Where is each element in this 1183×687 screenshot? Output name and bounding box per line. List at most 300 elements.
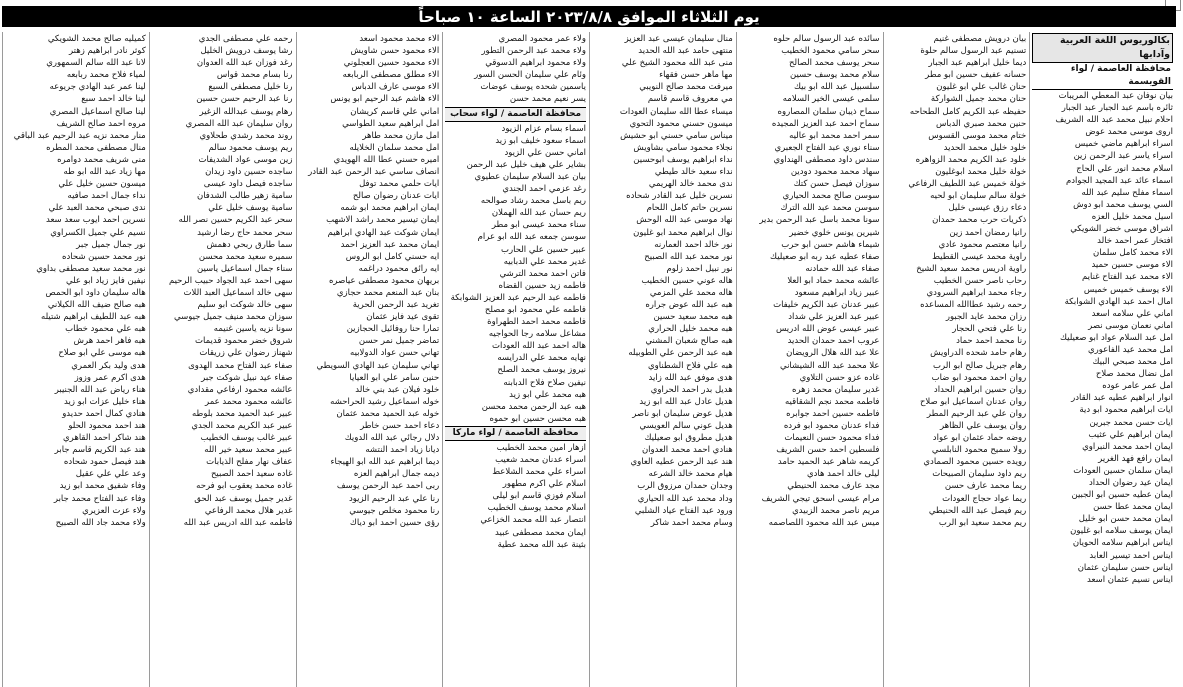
name-entry: امل مازن محمد طاهر [362,130,440,141]
name-entry: لينا عمر عبد الهادي جريوعه [49,82,146,93]
name-entry: رؤى حسين احمد ابو دياك [349,517,440,528]
name-entry: راوية ادريس محمد سعيد الشيخ [916,263,1027,274]
name-entry: حنين سامر علي ابو العيايا [349,372,440,383]
name-entry: روند محمد رشدي طحلاوي [199,130,293,141]
name-entry: ايمان محمد مصطفى عبيد [495,527,586,538]
name-entry: لينا خالد احمد سبع [81,94,146,105]
name-entry: سهى خالد اسماعيل العبد اللات [183,287,293,298]
name-entry: روان يوسف علي الظاهر [939,421,1027,431]
name-entry: ختام محمد موسى القسوس [928,130,1027,141]
name-entry: سحر محمد حاج رضا ارشيد [197,227,293,238]
name-entry: مرام عيسى اسحق تيجي الشريف [761,493,880,504]
name-entry: هديل عوض سليمان ابو ناصر [632,408,733,419]
name-entry: امل محمد عيد الفاعوري [1087,344,1173,355]
name-entry: هديل عادل عبد الله ابو زيد [639,396,733,407]
name-entry: عبير حسين علي الحارب [501,244,586,255]
name-entry: تسنيم عبد الرسول سالم حلوة [920,46,1027,57]
name-entry: سماح احمد عبد العزيز المجيده [771,118,880,129]
name-entry: ديما خليل ابراهيم عبد الجبار [928,58,1027,69]
name-entry: هدى وليد بكر العمري [71,360,146,371]
name-entry: عائشه محمد حماد ابو العلا [787,275,880,286]
name-entry: شيماء هاشم حسن ابو حرب [781,239,880,250]
name-entry: خلود خليل محمد الحديد [943,142,1027,153]
name-column [149,32,296,687]
name-entry: ديانا زياد احمد النتشه [365,445,440,456]
name-entry: نسيم علي جميل الكسراوي [50,227,146,238]
name-column [589,32,736,687]
name-entry: نور محمد حسين شحاده [62,251,146,262]
name-entry: فاطمه عبد الله ادريس عبد الله [183,517,293,528]
name-entry: روان سليمان عبد الله المصري [185,118,293,129]
name-column [736,32,883,687]
name-column [2,32,149,687]
name-entry: عبير زياد ابراهيم مسعود [794,287,880,298]
name-entry: عبير محمد سعيد خير الله [204,445,293,456]
name-column [883,32,1030,687]
name-entry: حنان غالب علي ابو غليون [936,82,1027,93]
name-columns [2,32,1176,687]
section-header: محافظة العاصمة / لواء ماركا [445,426,586,441]
name-entry: حنين محمد صبري الدباس [936,118,1027,129]
name-entry: اسلام محمد انور علي الحاج [1076,163,1173,174]
name-entry: عبير عبد الحميد محمد بلوطه [192,408,293,419]
name-entry: فلسطين احمد حسن الشريف [776,445,880,456]
name-entry: امل عمر عامر عوده [1102,381,1173,392]
name-entry: امل نضال محمد صلاح [1095,369,1173,380]
name-entry: ساجده حسين داود زيدان [205,167,293,178]
name-entry: الاء محمد محمود اسعد [359,34,440,44]
name-entry: سميره سعيد محمد محسن [198,251,293,262]
name-entry: نور نبيل احمد زلوم [666,263,733,274]
name-entry: هبه علي محمود خطاب [65,324,146,335]
page-title: يوم الثلاثاء الموافق ٢٠٢٣/٨/٨ الساعة ١٠ صباحاً [2,6,1176,27]
name-entry: مجد عارف محمد الحنيطي [787,481,880,492]
name-entry: وجدان حمدان مرزوق الرب [637,481,733,492]
column-subheading: محافظة العاصمة / لواء القويسمة [1032,63,1173,90]
name-entry: سلام محمد يوسف حسين [789,70,880,81]
name-entry: بشاير علي هيف خليل عبد الرحمن [466,159,586,170]
name-entry: شيرين يونس خلوي خضير [789,227,880,238]
name-entry: رانيا رمضان احمد زين [949,227,1027,238]
name-entry: رزان محمد عايد الجبور [945,312,1027,323]
name-entry: اسماء بسام عزام الزيود [501,123,586,134]
name-entry: ميسون حسين خليل علي [58,179,146,190]
name-entry: نور جمال جميل جبر [76,239,146,250]
name-entry: منار محمد نزيه عبد الرحيم عبد الباقي [13,130,146,141]
name-entry: هدى اكرم عمر وزوز [74,372,146,383]
name-entry: رويده حسين محمود الصمادي [923,457,1027,468]
name-entry: افتخار عمر احمد خالد [1097,236,1173,247]
name-entry: رغد فوزان عبد الله العدوان [196,58,293,69]
name-entry: ولاء عزت العزيري [82,505,146,516]
name-entry: منى شريف محمد دوامره [57,154,146,165]
name-entry: ايمان عيد رضوان الحداد [1088,478,1173,488]
name-entry: ايه رائق محمود دراغمه [358,263,440,274]
name-entry: هبه موسى علي ابو صلاح [58,348,146,359]
name-entry: اميره حسني عطا الله الهويدي [333,154,440,165]
name-entry: سناء محمد عيسى ابو مطر [491,220,586,231]
name-entry: ديمه جمال ابراهيم العزه [353,469,440,480]
name-entry: عبير عبد العزيز علي شداد [788,312,880,323]
name-entry: روضه حماد عثمان ابو عواد [932,433,1027,444]
name-entry: ليلى خالد احمد هادي [806,469,880,480]
name-entry: نيفين فايز زياد ابو علي [66,275,146,286]
name-entry: اسراء علي محمد الشلاعط [492,467,586,478]
name-entry: ايمان رافع فهد الغرير [1098,453,1173,464]
name-entry: ميناس سامي حسني ابو حشيش [620,130,733,141]
name-entry: اسراء عدنان محمد شعيب [495,455,586,465]
name-entry: ريم باسل محمد رشاد صوالحه [480,196,586,207]
name-entry: ثائره باسم عبد الجبار عبد الجبار [1061,103,1173,114]
name-entry: عائشه محمود محمد عمر [205,396,293,407]
name-entry: رنا عبد الرحيم حسن حسين [196,94,293,105]
name-entry: علا عبد الله هلال الرويضان [786,348,880,359]
name-entry: تهاني حسن عواد الدولابيه [350,348,440,359]
name-entry: ميس عبد الله محمود اللصاصمه [768,517,880,528]
name-entry: ايات عدنان رضوان صالح [352,191,440,202]
section-header: محافظة العاصمة / لواء سحاب [445,107,586,122]
name-entry: اسراء ابراهيم ماضي خميس [1074,139,1173,150]
name-entry: الاء هاشم عبد الرحيم ابو يونس [330,94,440,105]
name-entry: عروب احمد حمدان الحديد [787,336,880,347]
name-entry: هديل عوني سالم العويسي [639,421,733,431]
name-entry: مها زياد عبد الله ابو طه [63,167,146,178]
name-entry: مشاعل سلامه رجا الحواجيه [488,329,586,340]
name-entry: منى عبد الله محمود الشيخ علي [621,58,733,69]
name-entry: صفاء عطيه عبد ربه ابو صعيليك [770,251,880,262]
name-entry: هند عبد الرحمن عطيه العاوي [630,457,733,468]
name-entry: كريمه شاهر عبد الحميد حامد [777,457,880,468]
name-entry: منتهى حامد عبد الله الحديد [638,46,733,57]
name-entry: فداء محمود حسن النعيمات [784,433,880,444]
name-entry: رحاب ناصر حسن الخطيب [933,275,1027,286]
name-entry: رغد عزمي احمد الجندي [502,184,586,195]
name-entry: نوال ابراهيم محمد ابو غليون [633,227,733,238]
name-entry: الاء يوسف خميس خميس [1083,284,1173,295]
name-entry: تغريد عبد الرحمن الحرية [352,300,440,311]
name-entry: ريم داود سليمان الصبيحات [932,469,1027,480]
name-entry: نسرين احمد ايوب سعد سعد [45,215,146,226]
name-entry: هديل بدر احمد الحراوي [650,384,733,395]
name-entry: لانا عبد الله سالم السمهوري [46,58,146,69]
name-entry: لينا صالح اسماعيل المصري [49,106,146,117]
name-entry: الاء محمد كامل سلمان [1092,248,1173,259]
name-entry: رانيا معتصم محمود عادي [938,239,1027,250]
name-entry: سوزان محمد منيف جميل جيوسي [173,312,293,323]
name-entry: سما طارق ربحي دهمش [206,239,293,250]
name-entry: فاطمه حسين احمد جوابره [786,408,880,419]
name-entry: اسماء مفلح سليم عبد الله [1081,187,1173,198]
name-entry: ميسون حسني محمود التحوي [629,118,733,129]
name-entry: رنا خليل مصطفى السبع [208,82,293,93]
name-entry: ايه حسني كامل ابو الروس [345,251,440,262]
name-entry: هبه عبد الرحمن علي الطوبيله [628,348,733,359]
name-entry: عفاف نهار مفلح الذيابات [206,457,293,468]
name-entry: روان علي عبد الرحيم المطر [926,408,1027,419]
name-entry: غاده عزو حسن التلاوي [799,372,880,383]
name-entry: نيفين صلاح فلاح الدبابنه [503,377,586,388]
name-entry: ايمان سلمان حسين العودات [1073,465,1173,476]
name-column [296,32,443,687]
name-entry: خولة خليل محمد ابوغليون [935,167,1027,178]
name-entry: لمياء فلاح محمد ربابعه [66,70,146,81]
name-entry: بنان عبد المنعم محمد حجازي [336,287,440,298]
name-entry: الاء مطلق مصطفى الربابعه [342,70,440,81]
name-entry: رنا علي عبد الرحيم الزيود [349,493,440,504]
name-entry: ايمان شوكت عبد الهادي ابراهيم [327,227,440,238]
name-entry: مروه احمد صالح الشريف [56,118,146,129]
name-entry: مها ماهر حسن فقهاء [659,70,733,81]
name-entry: تهاني سليمان عبد الهادي السويطي [316,360,440,371]
name-entry: غاده سعيد احمد الصبيح [210,469,293,480]
name-entry: ريم فيصل عبد الله الحنيطي [928,505,1027,516]
name-entry: هدى موفق عبد الله زايد [648,372,733,383]
name-entry: ايناس حسن سليمان عثمان [1077,562,1173,573]
name-entry: نسرين خليل عبد القادر شحاده [626,191,733,202]
name-entry: الاء محمود حسين العجلوني [343,58,440,69]
name-entry: سونا محمد باسل عبد الرحمن بدير [759,215,880,226]
name-entry: ولاء عمر محمود المصري [498,34,586,44]
name-entry: سهاد محمد محمود دودين [790,167,880,178]
name-column [442,32,589,687]
name-entry: السي يوسف محمد ابو دوش [1073,199,1173,210]
name-entry: ساجده فيصل داود عيسى [203,179,293,190]
name-entry: ايمان محمد عبد العزيز احمد [340,239,440,250]
name-entry: هاله عوني حسين الخطيب [641,275,733,286]
name-entry: اسماء عائد عبد المجيد الجوادم [1066,175,1173,186]
name-entry: رنا علي فتحي الحجار [952,324,1027,335]
name-entry: انوار ابراهيم عطيه عبد القادر [1071,393,1173,404]
name-entry: خولة خميس عبد اللطيف الرفاعي [908,179,1027,190]
name-entry: اماني حسن علي الزيود [504,147,586,158]
name-entry: وداد محمد عبد الله الحياري [637,493,733,504]
name-entry: رنا محمود مخلص جيوسي [349,505,440,516]
name-entry: رحمه رشيد عطاالله المساعده [920,300,1027,311]
name-entry: هبه عبد الله عوض جراره [645,300,733,311]
name-entry: مي معروف قاسم قاسم [647,94,733,105]
name-entry: فداء عدنان محمود ابو فرده [783,421,880,431]
name-entry: نداء سعيد خالد طيطي [654,167,733,178]
name-entry: رنا محمد احمد حماد [956,336,1027,347]
name-entry: سمر احمد محمد ابو عاليه [789,130,880,141]
name-entry: بثينة عبد الله محمد عطية [497,539,586,550]
name-entry: هناء رياض عبد الله الجنيبر [54,384,146,395]
name-entry: ايمان ابراهيم علي عثيب [1088,429,1173,440]
name-entry: حسانه عفيف حسين ابو مطر [925,70,1027,81]
name-entry: بيان عبد السلام سليمان عطيوي [474,171,586,182]
name-entry: ايات حسن محمد جبرين [1089,417,1173,428]
name-entry: روان عدنان اسماعيل ابو صلاح [919,396,1027,407]
name-entry: خوله عبد الحميد محمد عثمان [336,408,440,419]
name-entry: فاطمه زيد حسين القضاه [498,280,586,291]
name-entry: روان حسين ابراهيم الحداد [933,384,1027,395]
name-entry: دعاء رزق عيسى خليل [948,203,1027,214]
name-entry: هديل مطروق ابو صعيليك [644,433,733,444]
name-entry: سامية زهير طالب الشدفان [196,191,293,202]
name-entry: رحمه علي مصطفى الجدي [198,34,293,44]
name-entry: امل محمد صبحي البيك [1092,357,1173,368]
name-entry: ايمان احمد محمد النبراوي [1082,441,1173,452]
name-entry: دعاء احمد حسن خاطر [360,421,440,431]
name-entry: هند احمد محمود الحلو [68,421,146,431]
name-entry: رهام يوسف عبدالله الزغير [199,106,293,117]
name-entry: دلال رجائي عبد الله الدويك [344,433,440,444]
name-entry: اسماء سعود خليف ابو زيد [495,135,586,146]
name-entry: ايمان ابراهيم محمد ابو شمه [340,203,440,214]
name-entry: ذكريات حرب محمد حمدان [932,215,1027,226]
name-entry: تماضر جميل نمر حسن [358,336,440,347]
name-entry: ريما عواد حجاج العودات [942,493,1027,504]
name-entry: سوزان فيصل حسن كتك [793,179,880,190]
name-entry: روان احمد محمود ابو ضاب [931,372,1027,383]
name-entry: ولاء محمد جاد الله الصبيح [55,517,146,528]
name-entry: عبير عبد الكريم محمد الجدي [191,421,293,431]
name-entry: فاتن احمد محمد الترشي [499,268,586,279]
name-entry: سائده عبد الرسول سالم حلوه [773,34,880,44]
name-entry: سحر يوسف محمد الصالح [789,58,880,69]
name-entry: هبه محمد سعيد حسين [653,312,733,323]
name-entry: ندى صبحي محمد العبد علي [48,203,146,214]
name-entry: شروق خضر محمود قديمات [195,336,293,347]
name-entry: اسلام فوزي قاسم ابو ليلى [492,491,586,502]
name-entry: سماح ذيبان سلمان المصاروه [777,106,880,117]
name-entry: صفاء عيد نبيل شوكت جبر [201,372,293,383]
name-entry: خلود عبد الكريم محمد الزواهره [915,154,1027,165]
name-entry: ميساء عطا الله سليمان العودات [619,106,733,117]
name-entry: الاء موسى حسين حميد [1091,260,1173,271]
name-entry: نداء ابراهيم يوسف ابوحسين [633,154,733,165]
name-entry: رهام حامد شحده الدراويش [930,348,1027,359]
name-entry: غدير محمد علي الدبابيه [503,256,586,267]
name-entry: تقوى عيد فايز عثمان [366,312,440,323]
name-entry: نهاد موسى عبد الله الوحش [636,215,733,226]
name-entry: رجاء محمد ابراهيم السرودي [926,287,1027,298]
name-entry: سامية يوسف خليل علي [208,203,293,214]
name-entry: اروى موسى محمد عوض [1085,127,1173,138]
name-entry: ايمان محمد عطا حسن [1093,502,1173,513]
name-entry: سونا نزيه ياسين غنيمه [213,324,293,335]
name-entry: نجلاء محمود سامي بشاويش [633,142,733,153]
name-entry: وفاء شفيق محمد ابو زيد [59,481,146,492]
name-entry: اسلام محمد يوسف الخطيب [487,503,586,514]
name-entry: نور محمد عبد الله الصبيح [644,251,733,262]
name-entry: غدير هلال محمد الرفاعي [204,505,293,516]
name-entry: حنان محمد جميل الشواركة [930,94,1027,105]
name-entry: صفاء عبد الفتاح محمد الهدوى [188,360,293,371]
name-entry: اسراء ياسر عبد الرحمن زين [1073,151,1173,162]
name-entry: سحر سامي محمود الخطيب [781,46,880,57]
name-entry: هبه عبد اللطيف ابراهيم شتيله [41,312,146,323]
name-entry: شهناز رضوان علي زريقات [199,348,293,359]
name-entry: منال مصطفى محمد المطره [46,142,146,153]
name-entry: وعد علي علي عقيل [75,469,146,480]
name-entry: سوسن صالح محمد الحياري [782,191,880,202]
name-entry: ريم حسان عبد الله الهملان [491,208,586,219]
name-entry: كميليه صالح محمد الشويكي [47,34,146,44]
name-entry: نور محمد سعيد مصطفى بداوي [36,263,146,274]
name-entry: عبير عيسى عوض الله ادريس [775,324,880,335]
name-entry: كوثر نادر ابراهيم زهتر [68,46,146,57]
name-entry: ايناس احمد تيسير العابد [1089,550,1173,561]
name-entry: زين موسى عواد الشديفات [198,154,293,165]
name-entry: فاطمه محمد نجم الشقاقيه [784,396,880,407]
name-entry: احلام نبيل محمد عبد الله الشريف [1055,115,1173,126]
name-entry: هناء خليل عزات ابو زيد [64,396,146,407]
name-entry: ريم محمد سعيد ابو الرب [938,517,1027,528]
name-entry: رهام جبريل صالح ابو الرب [933,360,1027,371]
name-entry: اماني علي قاسم كريشان [350,106,440,117]
name-entry: سوسن جمعه عبد الله ابو عرام [477,232,586,243]
name-entry: اسلام علي اكرم مطهور [502,479,586,490]
name-entry: غاده محمد يعقوب ابو فرحه [196,481,293,492]
name-entry: اشراق موسى خضر الشويكي [1070,224,1173,235]
name-entry: هبه عبد الرحمن محمد محسن [481,401,586,412]
name-entry: هاله سليمان داود ابو الحمص [45,287,146,298]
name-entry: ولاء محمد عبد الرحمن التطور [481,46,586,57]
name-entry: هبه فاهر احمد هرش [73,336,146,347]
name-entry: رولا سميح محمود النابلسي [931,445,1027,456]
name-entry: ايات حلمي محمد توفل [359,179,440,190]
name-entry: هبه محمد خليل الحراري [648,324,733,335]
name-entry: ايمان يوسف سلامه ابو غليون [1070,526,1173,537]
name-entry: بيان درويش مصطفى غنيم [933,34,1027,44]
name-entry: الاء محمود حسن شاويش [350,46,440,57]
name-entry: فاطمه محمد احمد الطهراوة [487,317,586,328]
name-entry: ايمان محمد حسن ابو خليل [1078,514,1173,525]
name-entry: امل ابراهيم سعيد الطواسي [342,118,440,129]
name-entry: هاله محمد علي المزمي [649,287,733,298]
name-entry: عبير عدنان عبد الكريم خليفات [773,300,880,311]
name-entry: علا محمد عبد الله الشيشاني [779,360,880,371]
name-entry: هند فيصل حمود شحاده [63,457,146,468]
name-entry: هنادي احمد محمد العدوان [641,445,733,456]
name-entry: الاء موسى عارف الدباس [351,82,440,93]
name-entry: سناء نوري عبد الفتاح الجعبري [774,142,880,153]
name-entry: عبير غالب يوسف الخطيب [200,433,293,444]
name-entry: منال سليمان عيسى عبد العزيز [624,34,733,44]
name-entry: فاطمه عبد الرحيم عبد العزيز الشوابكة [450,292,586,303]
name-entry: سهى خالد شوكت ابو سليم [197,300,293,311]
name-entry: سندس داود مصطفى الهنداوي [773,154,880,165]
name-entry: راوية محمد عيسى القطيط [932,251,1027,262]
name-entry: بيان نوفان عبد المعطي المريبات [1058,91,1173,101]
name-entry: سناء جمال اسماعيل ياسين [197,263,293,274]
name-entry: ايات ابراهيم محمود ابو دية [1079,405,1173,416]
name-entry: سهى احمد عبد الجواد حبيب الرحيم [168,275,293,286]
name-entry: ريما محمد عارف حسن [944,481,1027,492]
name-entry: وفاء عبد الفتاح محمد جابر [53,493,146,504]
name-entry: ايمان تيسير محمد راشد الاشهب [326,215,440,226]
name-entry: سلسبيل عبد الله ابو بيك [793,82,880,93]
name-entry: انصاف ساسي عبد الرحمن عبد القادر [308,167,440,178]
name-entry: اماني نعمان موسى نصر [1088,320,1173,331]
name-entry: بريهان محمود مصطفى عياصره [328,275,440,286]
name-entry: عائشه محمود ارفاعي مقدادي [187,384,293,395]
name-entry: مريم ناصر محمد الزبيدي [792,505,880,516]
name-entry: نيروز يوسف محمد الصلح [497,365,586,376]
name-entry: ولاء محمود ابراهيم الدسوقي [485,58,586,69]
name-entry: اسيل محمد خليل العزه [1091,211,1173,222]
name-entry: امل محمد سلمان الخلايله [349,142,440,153]
name-entry: سوسن محمد عبد الله الترك [780,203,880,214]
name-entry: سلمى عيسى الخير السلامه [782,94,880,105]
name-entry: هبه محسن حسين ابو حموه [489,413,586,424]
name-entry: هاله احمد عبد الله العودات [491,341,586,352]
name-entry: سحر عبد الكريم حسين نصر الله [178,215,293,226]
name-entry: ياسمين شحده يوسف عوضات [480,82,586,93]
name-entry: هند عبد الكريم قاسم جابر [54,445,146,456]
name-entry: نهايه محمد علي الدرايسه [497,353,586,364]
